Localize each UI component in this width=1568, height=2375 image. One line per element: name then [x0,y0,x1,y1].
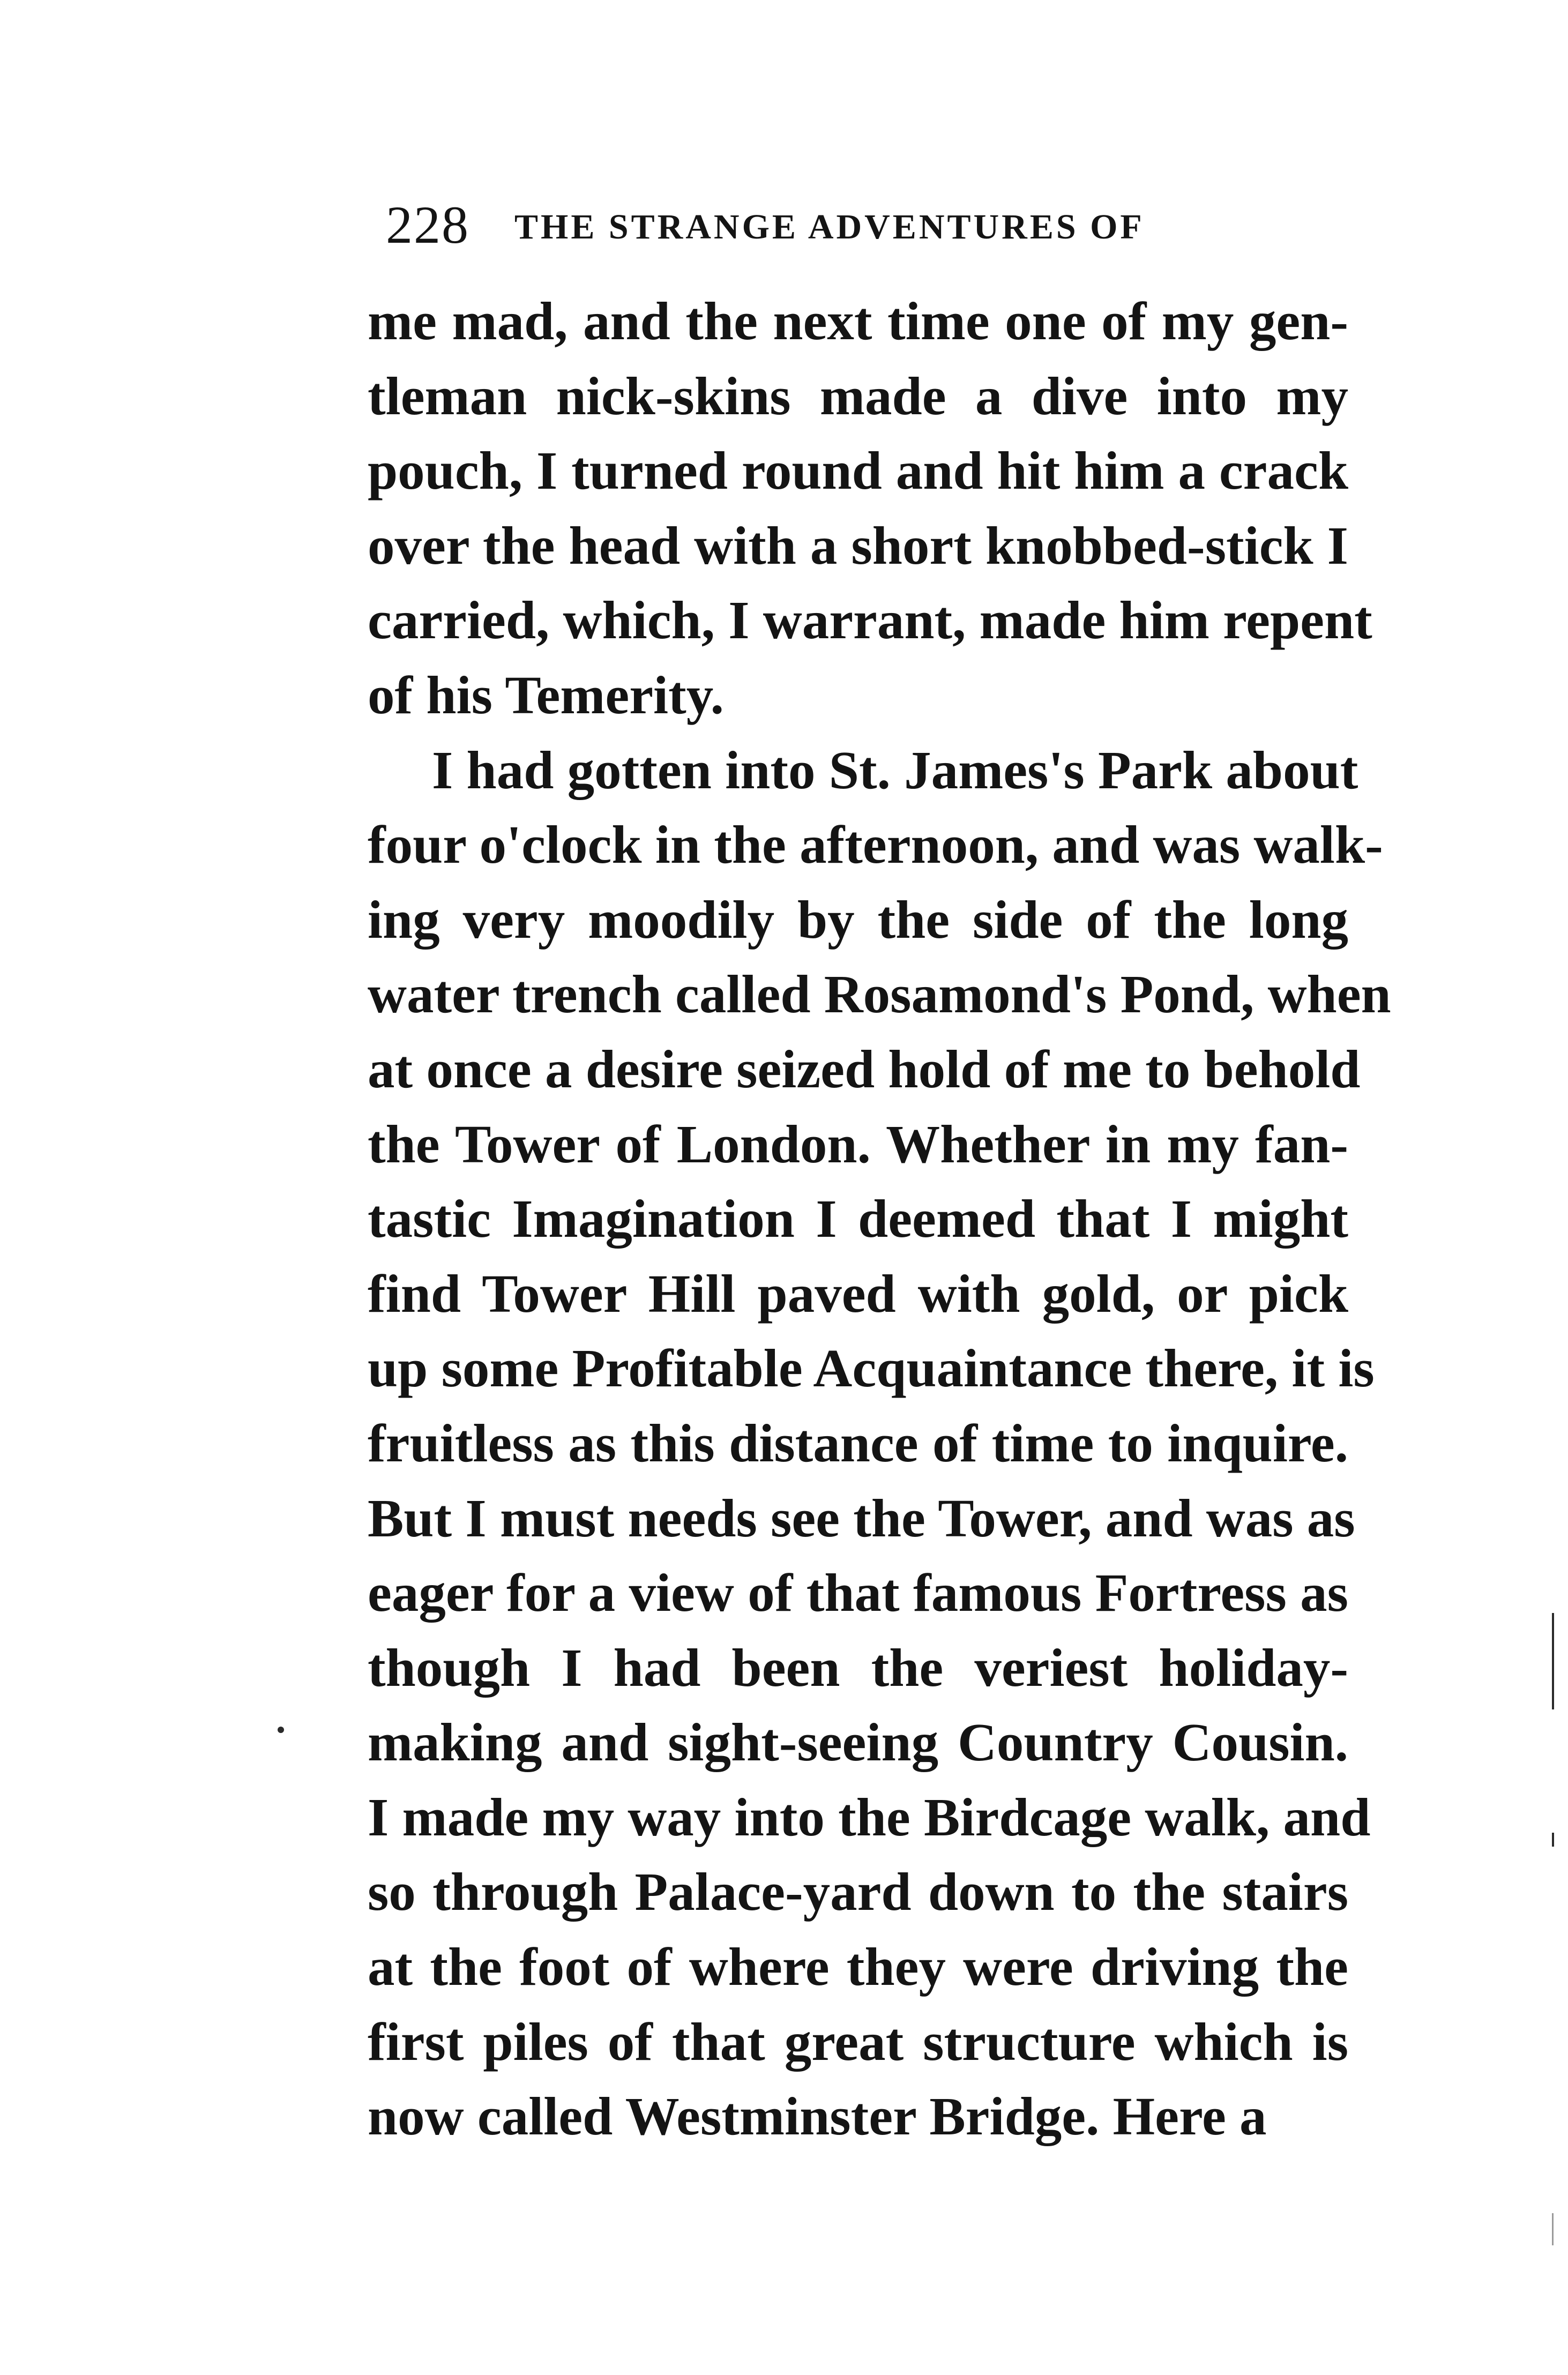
text-line: first piles of that great structure which is [368,2011,1348,2072]
text-line: But I must needs see the Tower, and was as [368,1488,1355,1548]
running-head [386,193,1340,257]
text-line: carried, which, I warrant, made him repent [368,590,1372,651]
text-line: of his Temerity. [368,664,724,725]
scan-mark [1552,2213,1554,2245]
text-line: pouch, I turned round and hit him a crack [368,440,1348,501]
text-line: the Tower of London. Whether in my fan- [368,1114,1348,1174]
text-line: find Tower Hill paved with gold, or pick [368,1263,1348,1324]
text-line: I had gotten into St. James's Park about [432,740,1358,800]
text-line: me mad, and the next time one of my gen- [368,291,1348,351]
text-line: ing very moodily by the side of the long [368,889,1348,950]
scan-mark [1552,1613,1554,1709]
text-line: eager for a view of that famous Fortress as [368,1563,1348,1623]
body-text [368,284,1391,2154]
scan-mark [1552,1833,1554,1847]
text-line: now called Westminster Bridge. Here a [368,2086,1267,2147]
text-line: water trench called Rosamond's Pond, when [368,964,1391,1025]
text-line: making and sight-seeing Country Cousin. [368,1712,1348,1773]
text-line: up some Profitable Acquaintance there, it is [368,1338,1375,1399]
page-number: 228 [386,195,469,255]
scan-mark [278,1727,284,1733]
text-line: I made my way into the Birdcage walk, and [368,1787,1371,1847]
text-line: fruitless as this distance of time to inquire. [368,1413,1348,1473]
text-line: four o'clock in the afternoon, and was walk- [368,815,1383,875]
text-line: tleman nick-skins made a dive into my [368,365,1348,426]
text-line: tastic Imagination I deemed that I might [368,1189,1348,1249]
text-line: at the foot of where they were driving the [368,1937,1348,1997]
text-line: so through Palace-yard down to the stairs [368,1862,1348,1922]
running-title: THE STRANGE ADVENTURES OF [514,207,1145,247]
text-line: over the head with a short knobbed-stick I [368,515,1348,576]
text-line: at once a desire seized hold of me to behold [368,1039,1361,1099]
text-line: though I had been the veriest holiday- [368,1637,1348,1698]
